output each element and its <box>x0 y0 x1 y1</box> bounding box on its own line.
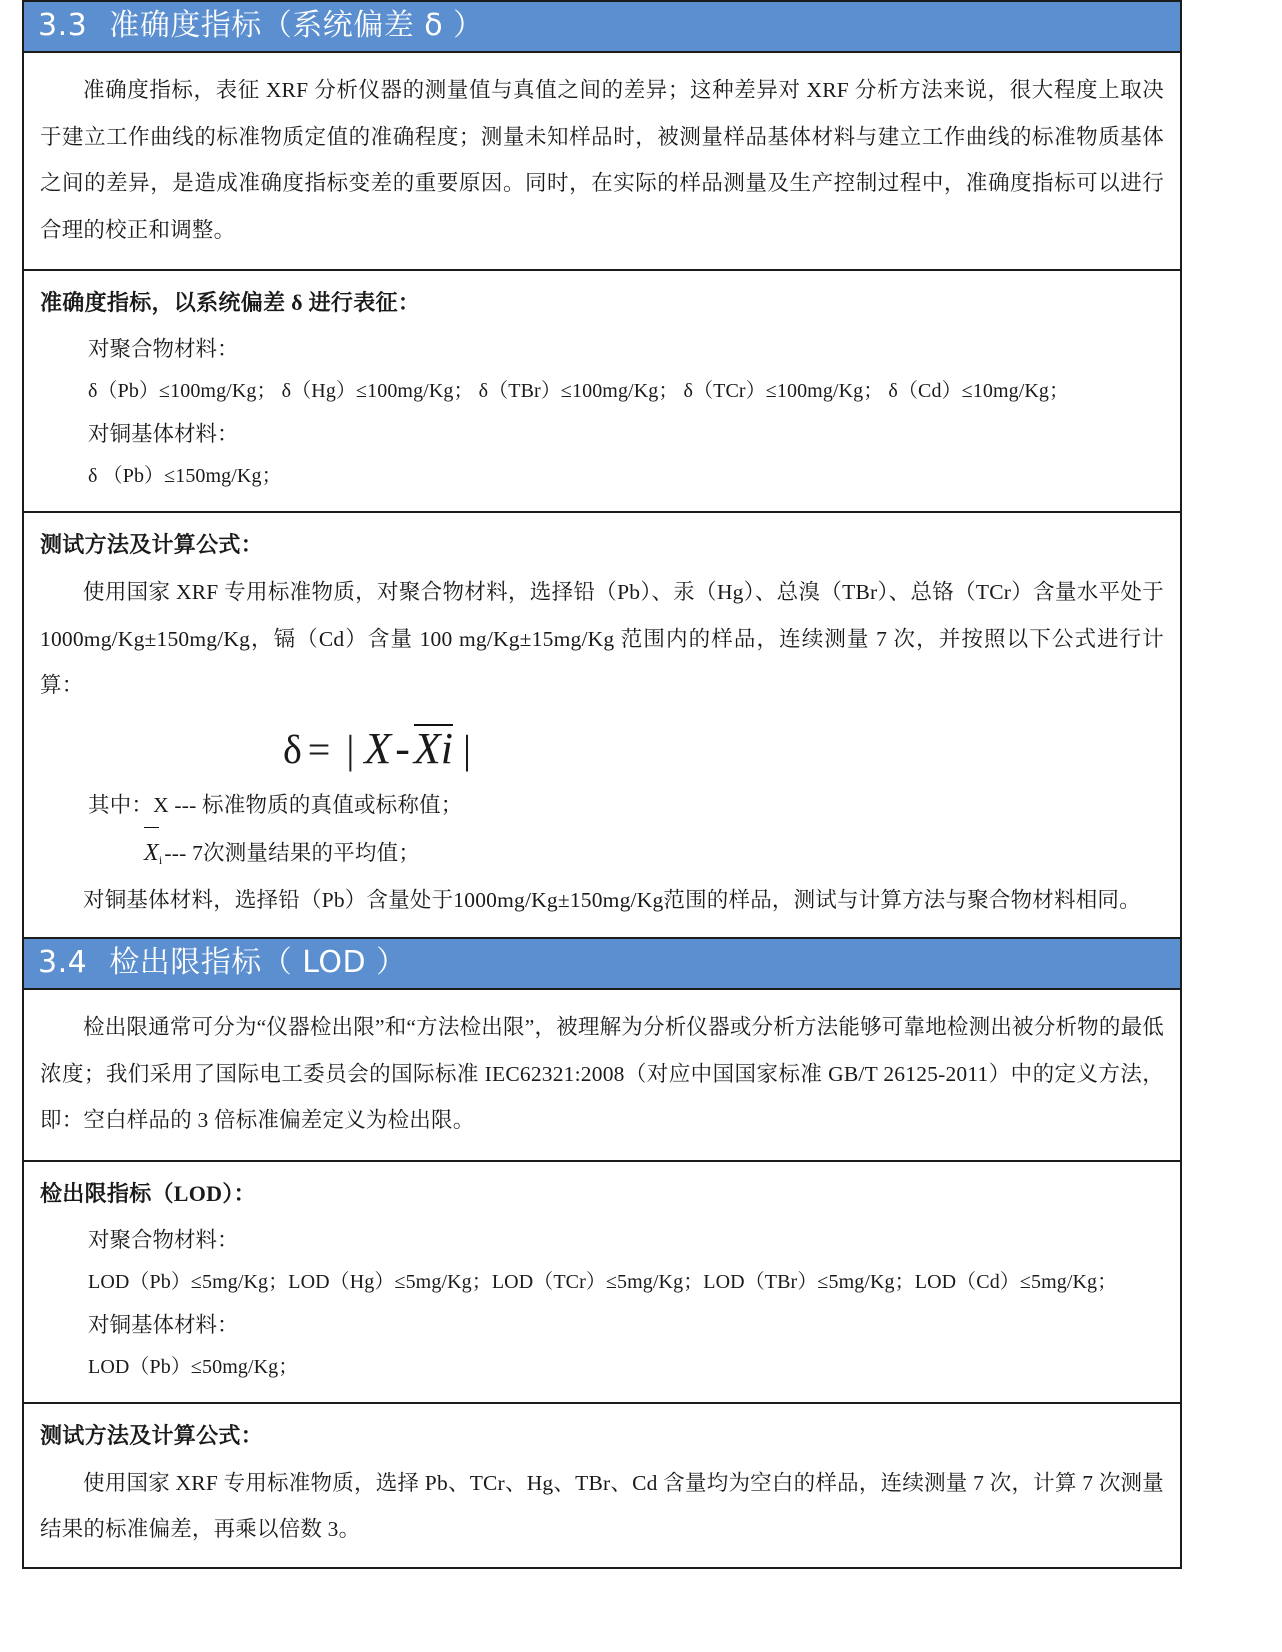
lod-method-cell <box>23 1403 1181 1568</box>
formula-term-xbar: Xi <box>413 723 454 773</box>
section-number-33: 3.3 <box>38 8 88 43</box>
lod-copper-label: 对铜基体材料： <box>88 1312 239 1337</box>
lod-method-paragraph: 使用国家 XRF 专用标准物质，选择 Pb、TCr、Hg、TBr、Cd 含量均为空白的样品，连续测量 7 次，计算 7 次测量结果的标准偏差，再乘以倍数 3。 <box>40 1470 1164 1542</box>
lod-polymer-values: LOD（Pb）≤5mg/Kg；LOD（Hg）≤5mg/Kg；LOD（TCr）≤5mg/Kg；LOD（TBr）≤5mg/Kg；LOD（Cd）≤5mg/Kg； <box>88 1270 1118 1293</box>
accuracy-formula-line <box>40 723 1164 774</box>
section-34-spec-row <box>23 1161 1181 1403</box>
accuracy-copper-values: δ （Pb）≤150mg/Kg； <box>88 465 282 488</box>
section-33-header-row <box>23 1 1181 52</box>
accuracy-spec-title: 准确度指标，以系统偏差 δ 进行表征： <box>40 290 421 316</box>
accuracy-where-x-line: 其中：X --- 标准物质的真值或标称值； <box>88 792 463 817</box>
lod-method-title: 测试方法及计算公式： <box>40 1422 264 1448</box>
document-table <box>22 0 1182 1569</box>
formula-equals: = <box>307 726 331 772</box>
accuracy-intro-cell <box>23 52 1181 270</box>
x-bar-subscript: i <box>158 852 163 867</box>
accuracy-polymer-label: 对聚合物材料： <box>88 337 239 362</box>
accuracy-intro-paragraph: 准确度指标，表征 XRF 分析仪器的测量值与真值之间的差异；这种差异对 XRF 分析方法来说，很大程度上取决于建立工作曲线的标准物质定值的准确程度；测量未知样品时，被测量样品基体材料与建立工作曲线的标准物质基体之间的差异，是造成准确度指标变差的重要原因。同时，在实际的样品测量及生产控制过程中，准确度指标可以进行合理的校正和调整。 <box>40 78 1164 242</box>
accuracy-copper-label: 对铜基体材料： <box>88 422 239 447</box>
lod-spec-title: 检出限指标（LOD）： <box>40 1180 256 1206</box>
x-bar-symbol <box>144 827 162 877</box>
section-33-spec-row <box>23 270 1181 512</box>
formula-term-x: X <box>364 723 392 773</box>
formula-open-bar: | <box>346 726 355 772</box>
accuracy-polymer-values: δ（Pb）≤100mg/Kg； δ（Hg）≤100mg/Kg； δ（TBr）≤100mg/Kg； δ（TCr）≤100mg/Kg； δ（Cd）≤10mg/Kg； <box>88 380 1070 403</box>
accuracy-spec-cell <box>23 270 1181 512</box>
accuracy-method-tail: 对铜基体材料，选择铅（Pb）含量处于1000mg/Kg±150mg/Kg范围的样品，测试与计算方法与聚合物材料相同。 <box>83 887 1141 912</box>
accuracy-where-xbar-line <box>40 827 1164 877</box>
formula-delta: δ <box>282 726 302 772</box>
accuracy-method-cell <box>23 512 1181 938</box>
lod-intro-paragraph: 检出限通常可分为“仪器检出限”和“方法检出限”，被理解为分析仪器或分析方法能够可靠地检测出被分析物的最低浓度；我们采用了国际电工委员会的国际标准 IEC62321:2008（对应中国国家标准 GB/T 26125-2011）中的定义方法，即：空白样品的 3 倍标准偏差定义为检出限。 <box>40 1015 1164 1133</box>
section-number-34: 3.4 <box>38 945 88 981</box>
lod-polymer-label: 对聚合物材料： <box>88 1227 239 1252</box>
accuracy-method-title: 测试方法及计算公式： <box>40 532 264 558</box>
accuracy-formula <box>283 723 481 774</box>
section-34-method-row <box>23 1403 1181 1568</box>
lod-intro-cell <box>23 989 1181 1160</box>
section-34-header-row <box>23 938 1181 989</box>
section-header-lod <box>23 938 1181 989</box>
x-bar-glyph: X <box>144 827 159 877</box>
section-33-method-row <box>23 512 1181 938</box>
section-header-accuracy <box>23 1 1181 52</box>
accuracy-method-paragraph: 使用国家 XRF 专用标准物质，对聚合物材料，选择铅（Pb）、汞（Hg）、总溴（TBr）、总铬（TCr）含量水平处于 1000mg/Kg±150mg/Kg，镉（Cd）含量 100 mg/Kg±15mg/Kg 范围内的样品，连续测量 7 次，并按照以下公式进行计算： <box>40 580 1164 698</box>
section-title-34: 检出限指标（ LOD ） <box>109 945 407 981</box>
formula-close-bar: | <box>463 726 472 772</box>
section-34-intro-row <box>23 989 1181 1160</box>
x-bar-description: --- 7次测量结果的平均值； <box>164 840 421 865</box>
formula-minus: - <box>395 723 410 773</box>
section-33-intro-row <box>23 52 1181 270</box>
section-title-33: 准确度指标（系统偏差 δ ） <box>109 8 484 43</box>
lod-spec-cell <box>23 1161 1181 1403</box>
lod-copper-values: LOD（Pb）≤50mg/Kg； <box>88 1355 299 1378</box>
